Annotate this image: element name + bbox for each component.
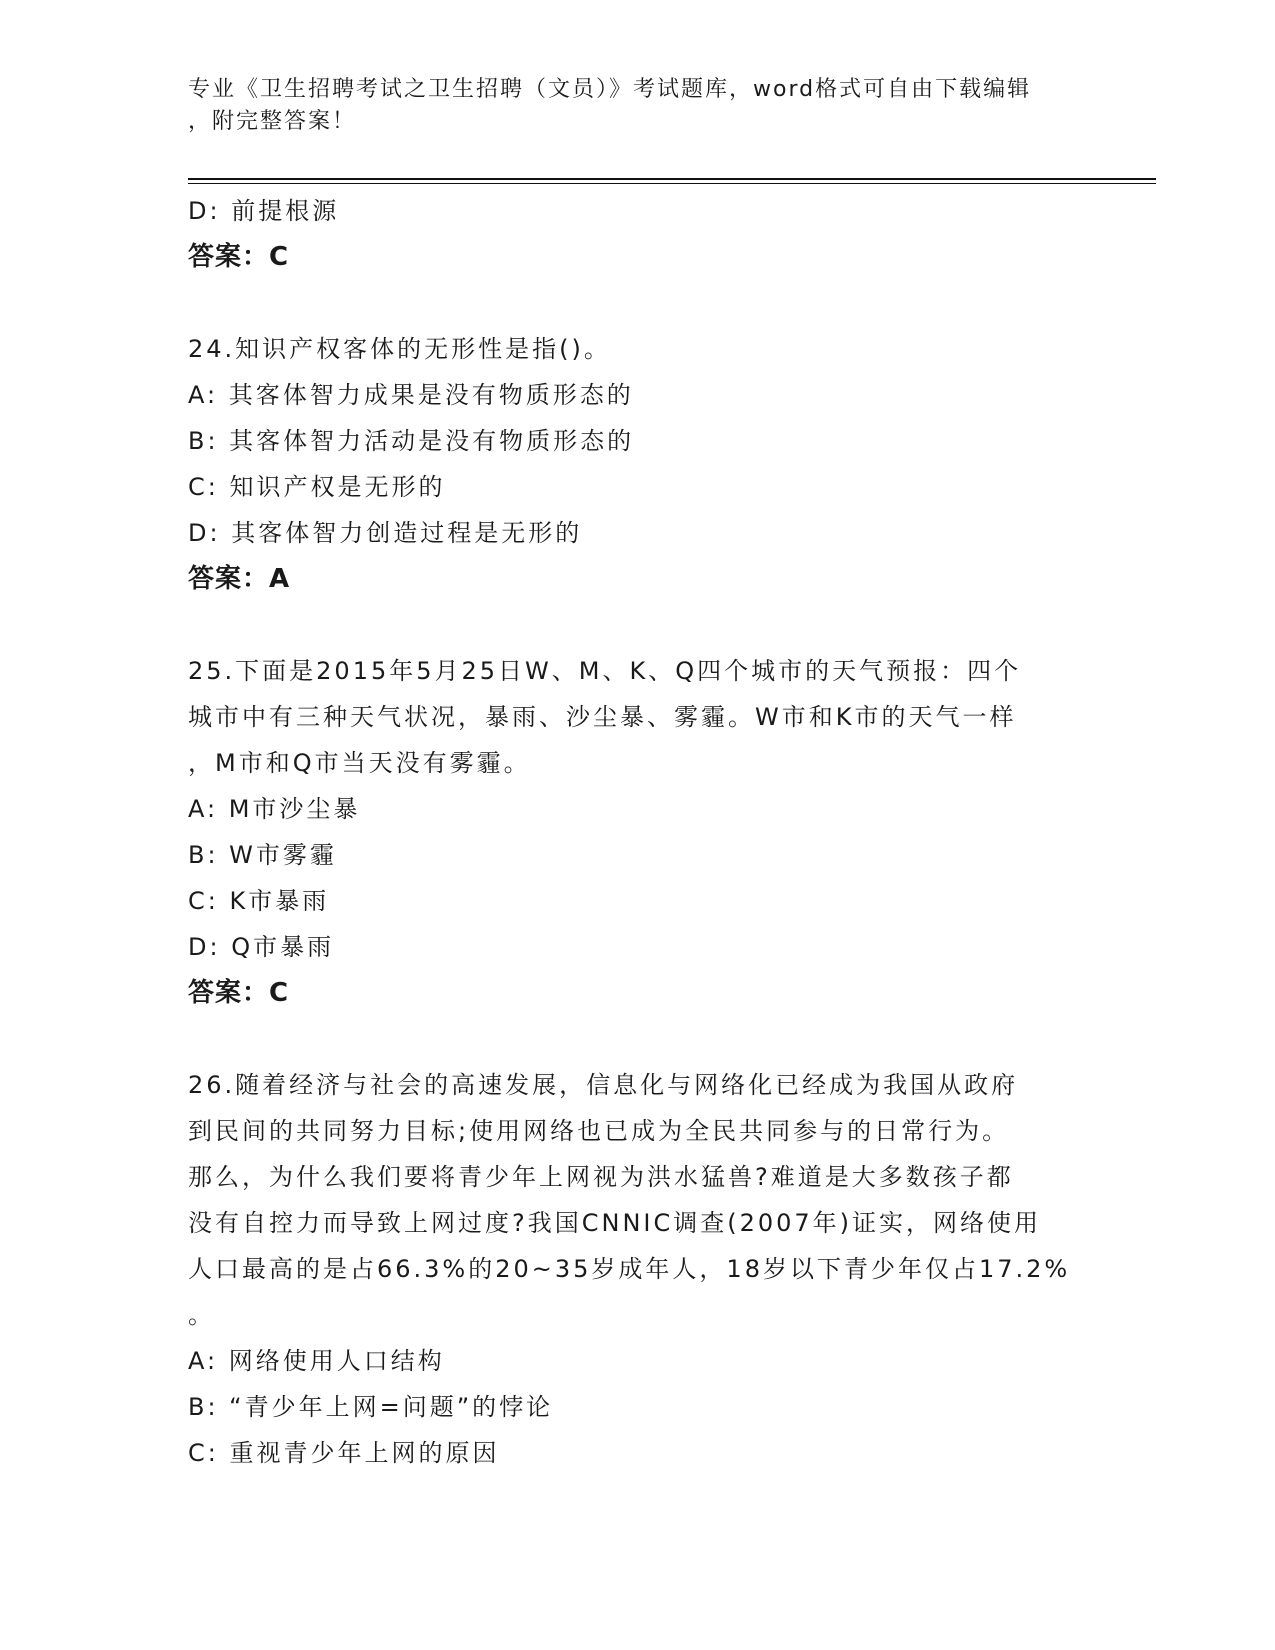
spacer [188,1016,1088,1062]
document-body [188,188,1088,1476]
q24-option-a: A: 其客体智力成果是没有物质形态的 [188,381,634,409]
header-divider-thin [188,183,1156,184]
q24-option-d: D: 其客体智力创造过程是无形的 [188,519,583,547]
q26-option-c: C: 重视青少年上网的原因 [188,1439,500,1467]
q24-option-c: C: 知识产权是无形的 [188,473,446,501]
document-header [188,74,1088,138]
q25-answer: 答案：C [188,978,290,1008]
q24-answer: 答案：A [188,564,291,594]
q26-stem-line-5: 人口最高的是占66.3%的20~35岁成年人，18岁以下青少年仅占17.2% [188,1255,1071,1283]
q24-stem: 24.知识产权客体的无形性是指()。 [188,335,611,363]
q26-option-a: A: 网络使用人口结构 [188,1347,445,1375]
spacer [188,280,1088,326]
q26-stem-line-1: 26.随着经济与社会的高速发展，信息化与网络化已经成为我国从政府 [188,1071,1019,1099]
q25-option-d: D: Q市暴雨 [188,933,335,961]
q25-stem-line-3: ，M市和Q市当天没有雾霾。 [188,749,531,777]
q25-option-a: A: M市沙尘暴 [188,795,361,823]
q25-stem-line-2: 城市中有三种天气状况，暴雨、沙尘暴、雾霾。W市和K市的天气一样 [188,703,1017,731]
q26-option-b: B: “青少年上网=问题”的悖论 [188,1393,554,1421]
q26-stem-line-2: 到民间的共同努力目标;使用网络也已成为全民共同参与的日常行为。 [188,1117,1010,1145]
q25-option-b: B: W市雾霾 [188,841,337,869]
header-divider-thick [188,178,1156,180]
q24-option-b: B: 其客体智力活动是没有物质形态的 [188,427,635,455]
q26-stem-line-6: 。 [188,1301,215,1329]
q26-stem-line-4: 没有自控力而导致上网过度?我国CNNIC调查(2007年)证实，网络使用 [188,1209,1042,1237]
spacer [188,602,1088,648]
prev-option-d: D: 前提根源 [188,197,340,225]
q25-option-c: C: K市暴雨 [188,887,330,915]
q25-stem-line-1: 25.下面是2015年5月25日W、M、K、Q四个城市的天气预报：四个 [188,657,1022,685]
header-line-2: ，附完整答案！ [188,109,357,134]
prev-answer: 答案：C [188,242,290,272]
q26-stem-line-3: 那么，为什么我们要将青少年上网视为洪水猛兽?难道是大多数孩子都 [188,1163,1014,1191]
header-line-1: 专业《卫生招聘考试之卫生招聘（文员）》考试题库，word格式可自由下载编辑 [188,77,1032,102]
